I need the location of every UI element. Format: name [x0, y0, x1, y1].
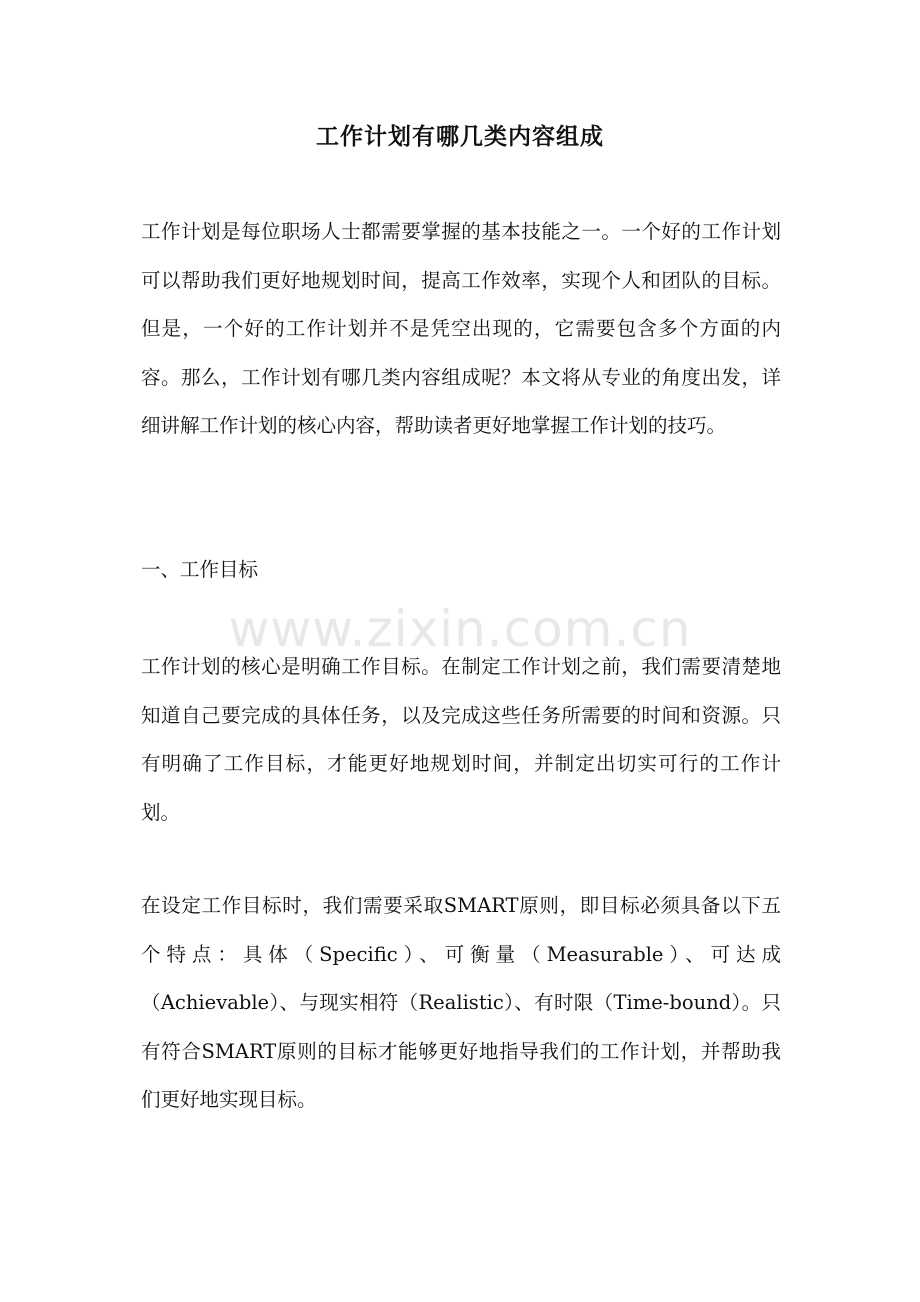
watermark: www.zixin.com.cn	[228, 600, 692, 658]
section-heading: 一、工作目标	[141, 558, 259, 581]
intro-paragraph: 工作计划是每位职场人士都需要掌握的基本技能之一。一个好的工作计划可以帮助我们更好地规划时间，提高工作效率，实现个人和团队的目标。但是，一个好的工作计划并不是凭空出现的，它需要包含多个方面的内容。那么，工作计划有哪几类内容组成呢？本文将从专业的角度出发，详细讲解工作计划的核心内容，帮助读者更好地掌握工作计划的技巧。	[141, 220, 781, 438]
section-paragraph: 工作计划的核心是明确工作目标。在制定工作计划之前，我们需要清楚地知道自己要完成的具体任务，以及完成这些任务所需要的时间和资源。只有明确了工作目标，才能更好地规划时间，并制定出切实可行的工作计划。	[141, 655, 781, 824]
page-title: 工作计划有哪几类内容组成	[316, 124, 604, 150]
section-paragraph: 在设定工作目标时，我们需要采取SMART原则，即目标必须具备以下五个特点：具体（Specific）、可衡量（Measurable）、可达成（Achievable）、与现实相符（Realistic）、有时限（Time-bound）。只有符合SMART原则的目标才能够更好地指导我们的工作计划，并帮助我们更好地实现目标。	[141, 894, 781, 1112]
